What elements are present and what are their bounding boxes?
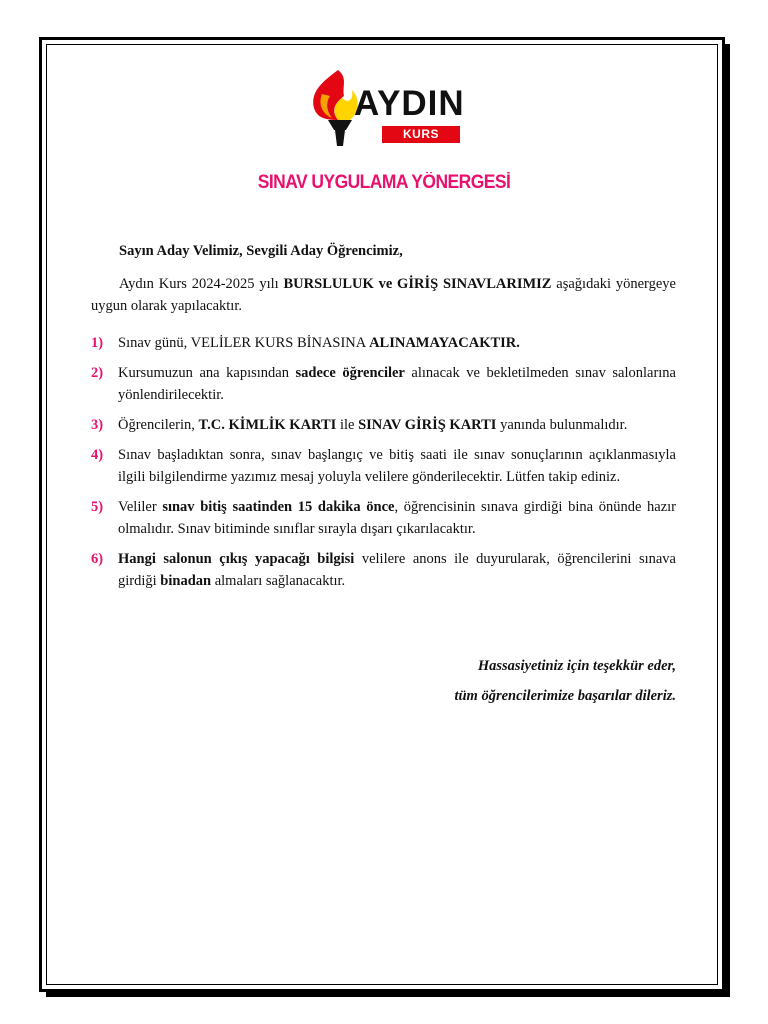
item-number: 6) (91, 551, 104, 567)
closing-line-2: tüm öğrencilerimize başarılar dileriz. (454, 688, 676, 704)
item-text: yanında bulunmalıdır. (496, 417, 628, 433)
greeting: Sayın Aday Velimiz, Sevgili Aday Öğrencimiz, (119, 243, 403, 259)
item-bold: binadan (160, 573, 212, 589)
page-title: SINAV UYGULAMA YÖNERGESİ (257, 172, 511, 193)
intro-text-end: aşağıdaki yönergeye uygun olarak yapılacaktır. (91, 276, 676, 314)
closing-note (454, 651, 676, 711)
list-item (91, 444, 676, 488)
item-bold: ALINAMAYACAKTIR. (369, 335, 520, 351)
item-text: alınacak ve bekletilmeden sınav salonlarına yönlendirilecektir. (118, 365, 676, 403)
item-number: 5) (91, 499, 104, 515)
logo-sub-badge: KURS (382, 126, 460, 143)
item-text: , öğrencisinin sınava girdiği bina önünde hazır olmalıdır. Sınav bitiminde sınıflar sırayla dışarı çıkarılacaktır. (118, 499, 677, 537)
item-text: velilere anons ile duyurularak, öğrencilerini sınava girdiği (118, 551, 676, 589)
item-text: Sınav başladıktan sonra, sınav başlangıç ve bitiş saati ile sınav sonuçlarının açıklanmasıyla ilgili bilgilendirme yazımız mesaj yoluyla velilere gönderilecektir. Lütfen takip ediniz. (118, 447, 676, 485)
intro-bold: BURSLULUK ve GİRİŞ SINAVLARIMIZ (283, 276, 552, 292)
list-item (91, 548, 676, 592)
item-bold: T.C. KİMLİK KARTI (198, 417, 337, 433)
logo-brand-text: AYDIN (354, 84, 465, 123)
rules-list (91, 332, 676, 600)
list-item (91, 362, 676, 406)
closing-line-1: Hassasiyetiniz için teşekkür eder, (477, 658, 676, 674)
item-text: Sınav günü, VELİLER KURS BİNASINA (118, 335, 370, 351)
item-text: almaları sağlanacaktır. (211, 573, 346, 589)
intro-paragraph (91, 273, 676, 317)
item-number: 2) (91, 365, 104, 381)
item-number: 1) (91, 335, 104, 351)
item-text: ile (336, 417, 359, 433)
aydin-kurs-logo (308, 64, 464, 148)
item-bold: Hangi salonun çıkış yapacağı bilgisi (118, 551, 355, 567)
item-text: Kursumuzun ana kapısından (118, 365, 296, 381)
item-bold: SINAV GİRİŞ KARTI (358, 417, 497, 433)
list-item (91, 496, 676, 540)
item-text: Öğrencilerin, (118, 417, 199, 433)
intro-text: Aydın Kurs 2024-2025 yılı (119, 276, 284, 292)
list-item (91, 414, 676, 436)
item-text: Veliler (118, 499, 163, 515)
item-number: 4) (91, 447, 104, 463)
item-number: 3) (91, 417, 104, 433)
item-bold: sadece öğrenciler (295, 365, 405, 381)
list-item (91, 332, 676, 354)
item-bold: sınav bitiş saatinden 15 dakika önce (162, 499, 395, 515)
